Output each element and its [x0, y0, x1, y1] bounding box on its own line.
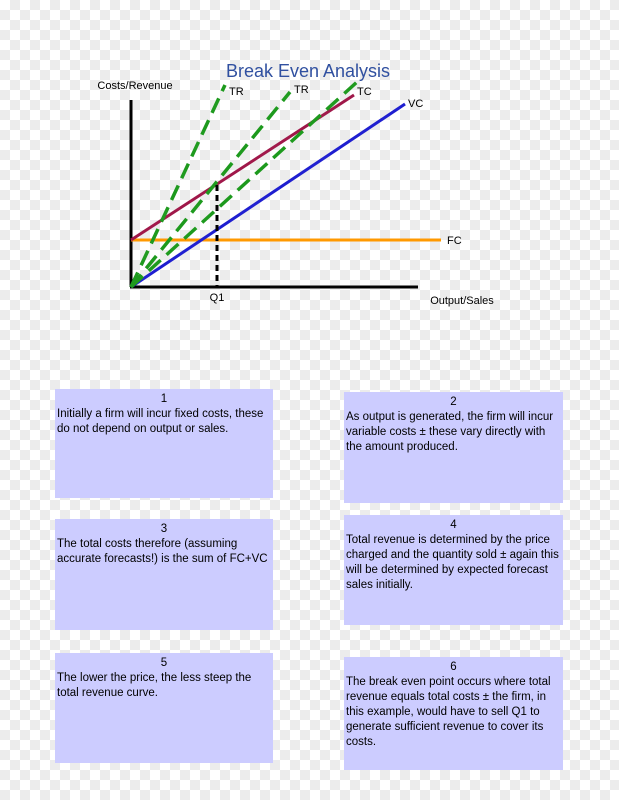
- note-number: 1: [160, 393, 168, 405]
- note-text: Initially a firm will incur fixed costs, these do not depend on output or sales.: [57, 408, 264, 435]
- q1-label: Q1: [209, 292, 225, 304]
- note-number: 2: [450, 396, 457, 408]
- note-text: The total costs therefore (assuming accurate forecasts!) is the sum of FC+VC: [57, 538, 268, 565]
- tr-label-mid: TR: [294, 84, 309, 96]
- tc-label: TC: [357, 86, 372, 98]
- note-number: 5: [160, 657, 168, 669]
- note-text: As output is generated, the firm will incur variable costs ± these vary directly with the amount produced.: [346, 411, 554, 453]
- note-number: 3: [160, 523, 168, 535]
- note-card-3: [55, 519, 273, 630]
- note-card-1: [55, 389, 273, 498]
- vc-label: VC: [408, 98, 424, 110]
- fc-label: FC: [447, 235, 462, 247]
- y-axis-label: Costs/Revenue: [97, 80, 173, 92]
- note-text: Total revenue is determined by the price charged and the quantity sold ± again this will be determined by expected forecast sales initially.: [346, 534, 559, 591]
- note-card-6: [344, 657, 563, 770]
- note-card-2: [344, 392, 563, 503]
- note-text: The break even point occurs where total revenue equals total costs ± the firm, in this example, would have to sell Q1 to generate sufficient revenue to cover its costs.: [346, 676, 551, 748]
- x-axis-label: Output/Sales: [430, 295, 494, 307]
- note-card-5: [55, 653, 273, 763]
- note-number: 6: [450, 661, 457, 673]
- tr-label-steep: TR: [229, 86, 244, 98]
- chart-title: Break Even Analysis: [225, 61, 391, 81]
- note-text: The lower the price, the less steep the total revenue curve.: [57, 672, 252, 699]
- tr-line-shallow: [131, 82, 357, 287]
- tr-line-mid: [131, 92, 290, 287]
- note-number: 4: [450, 519, 457, 531]
- break-even-diagram: [0, 0, 619, 330]
- note-card-4: [344, 515, 563, 625]
